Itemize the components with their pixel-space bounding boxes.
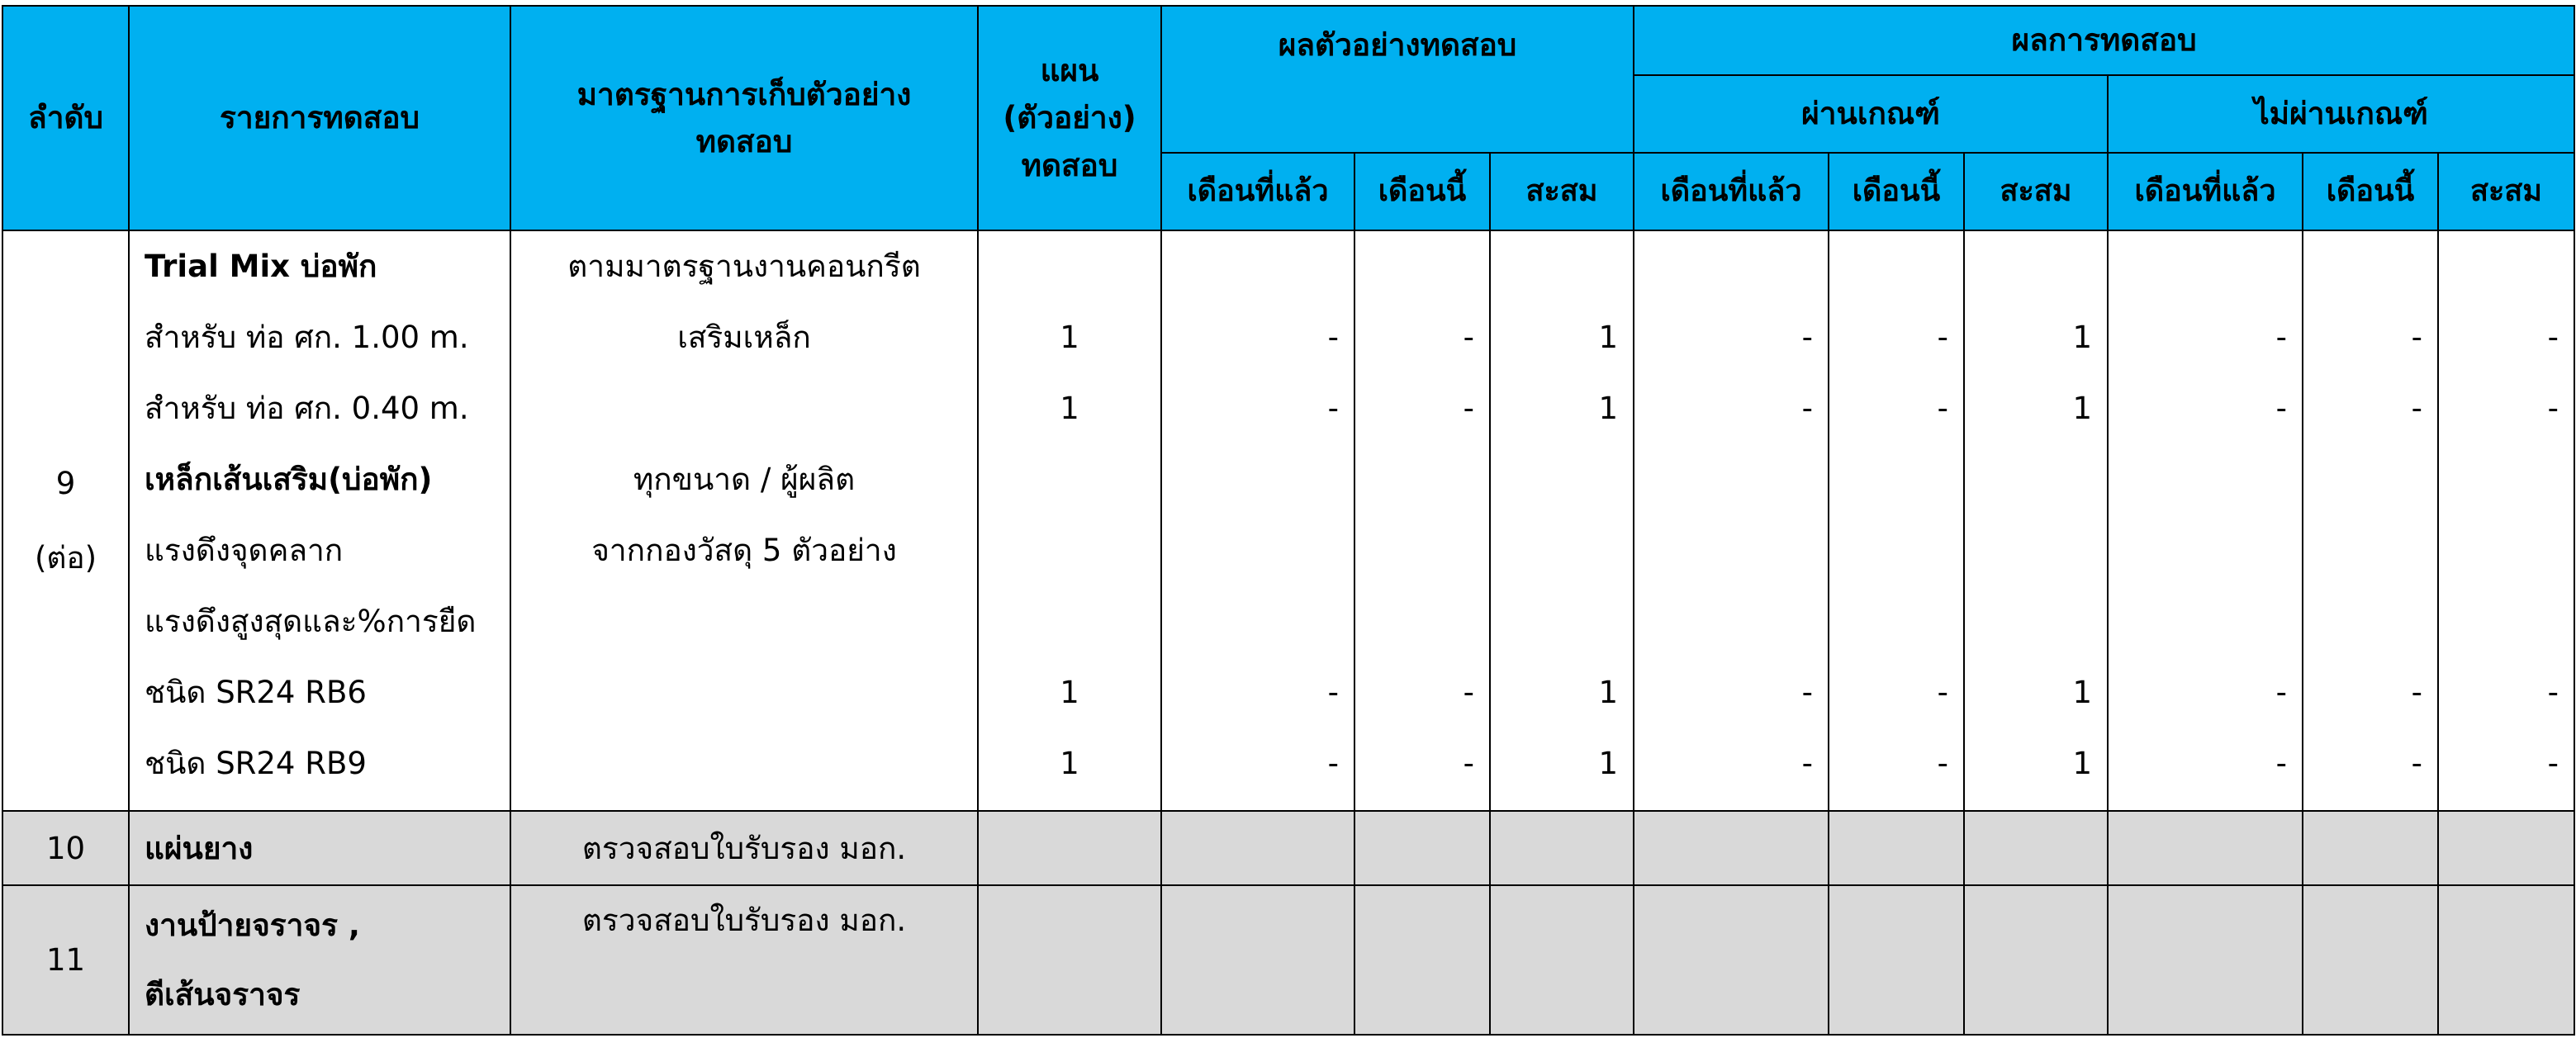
header-fail: ไม่ผ่านเกณฑ์ bbox=[2108, 75, 2574, 153]
row9-pass-this-value bbox=[1829, 586, 1948, 657]
row9-fail-last-value: - bbox=[2275, 391, 2287, 426]
row9-pass-last-value bbox=[1634, 444, 1813, 515]
row11-item-line1: งานป้ายจราจร , bbox=[145, 908, 360, 943]
row9-plan-value bbox=[979, 444, 1160, 515]
row10-sample-last-month bbox=[1161, 811, 1354, 885]
row9-fail-last-value: - bbox=[2275, 746, 2287, 781]
row9-standard-line bbox=[511, 728, 977, 799]
header-standard-line1: มาตรฐานการเก็บตัวอย่าง bbox=[576, 76, 912, 112]
row9-fail-last-value bbox=[2109, 444, 2287, 515]
header-standard bbox=[510, 6, 978, 230]
row10-pass-last-month bbox=[1634, 811, 1829, 885]
row9-standard-line bbox=[511, 373, 977, 444]
header-plan-line3: ทดสอบ bbox=[1021, 147, 1118, 183]
header-fail-this-month: เดือนนี้ bbox=[2303, 153, 2438, 230]
header-plan-line1: แผน bbox=[1040, 52, 1099, 88]
row9-item-line: ชนิด SR24 RB6 bbox=[145, 675, 367, 710]
row10-fail-last-month bbox=[2108, 811, 2303, 885]
row9-plan-value bbox=[979, 231, 1160, 302]
row9-pass-last-month bbox=[1634, 230, 1829, 811]
row9-pass-cum-value: 1 bbox=[2072, 675, 2092, 710]
row9-pass-cum-value bbox=[1965, 586, 2092, 657]
row9-item-line: แรงดึงจุดคลาก bbox=[145, 533, 344, 568]
row9-fail-this-value: - bbox=[2411, 320, 2422, 355]
row9-plan-value: 1 bbox=[1060, 320, 1079, 355]
row9-pass-this-value bbox=[1829, 231, 1948, 302]
row11-sample-last-month bbox=[1161, 885, 1354, 1035]
row9-index bbox=[2, 230, 129, 811]
row9-standards bbox=[510, 230, 978, 811]
header-pass-cumulative: สะสม bbox=[1964, 153, 2108, 230]
row9-pass-last-value: - bbox=[1801, 391, 1813, 426]
row9-item-line: ชนิด SR24 RB9 bbox=[145, 746, 367, 781]
row9-sample-cum-value: 1 bbox=[1598, 746, 1618, 781]
row9-fail-cum-value bbox=[2439, 586, 2559, 657]
row9-sample-cum-value: 1 bbox=[1598, 320, 1618, 355]
row9-fail-cum-value: - bbox=[2547, 746, 2559, 781]
row9-pass-cum-value bbox=[1965, 231, 2092, 302]
row9-fail-last-value: - bbox=[2275, 320, 2287, 355]
row9-item-line: แรงดึงสูงสุดและ%การยืด bbox=[145, 604, 477, 639]
row9-sample-cumulative bbox=[1490, 230, 1634, 811]
row9-item-line: เหล็กเส้นเสริม(บ่อพัก) bbox=[145, 462, 433, 497]
row9-pass-cum-value: 1 bbox=[2072, 320, 2092, 355]
row9-fail-last-value: - bbox=[2275, 675, 2287, 710]
row10-item: แผ่นยาง bbox=[129, 811, 510, 885]
header-sample-result: ผลตัวอย่างทดสอบ bbox=[1161, 6, 1634, 153]
row9-sample-last-value bbox=[1162, 515, 1339, 586]
row9-sample-last-month bbox=[1161, 230, 1354, 811]
row11-sample-cumulative bbox=[1490, 885, 1634, 1035]
row9-fail-last-value bbox=[2109, 515, 2287, 586]
header-sample-cumulative: สะสม bbox=[1490, 153, 1634, 230]
row9-standard-line bbox=[511, 586, 977, 657]
row9-fail-this-value bbox=[2303, 231, 2422, 302]
row9-fail-last-value bbox=[2109, 586, 2287, 657]
row11-fail-this-month bbox=[2303, 885, 2438, 1035]
row9-sample-this-value bbox=[1355, 515, 1474, 586]
table-row-11 bbox=[2, 885, 2574, 1035]
row9-sample-cum-value: 1 bbox=[1598, 675, 1618, 710]
row10-fail-cumulative bbox=[2438, 811, 2574, 885]
row10-plan bbox=[978, 811, 1161, 885]
row11-fail-cumulative bbox=[2438, 885, 2574, 1035]
row9-fail-this-value bbox=[2303, 515, 2422, 586]
row9-sample-cum-value bbox=[1491, 444, 1618, 515]
row9-sample-last-value bbox=[1162, 444, 1339, 515]
header-plan-line2: (ตัวอย่าง) bbox=[1003, 100, 1136, 136]
header-standard-line2: ทดสอบ bbox=[695, 124, 793, 159]
header-seq: ลำดับ bbox=[2, 6, 129, 230]
row9-sample-this-value: - bbox=[1463, 320, 1474, 355]
row9-pass-last-value: - bbox=[1801, 675, 1813, 710]
row9-pass-this-value: - bbox=[1937, 320, 1948, 355]
row9-fail-this-value: - bbox=[2411, 746, 2422, 781]
row9-pass-cumulative bbox=[1964, 230, 2108, 811]
row10-index: 10 bbox=[2, 811, 129, 885]
row9-item-line: Trial Mix บ่อพัก bbox=[145, 249, 377, 284]
row9-index-line1: 9 bbox=[55, 465, 76, 501]
row9-items bbox=[129, 230, 510, 811]
row9-pass-last-value bbox=[1634, 231, 1813, 302]
row9-sample-this-value bbox=[1355, 444, 1474, 515]
test-results-table bbox=[2, 5, 2575, 1036]
row9-fail-cum-value bbox=[2439, 444, 2559, 515]
row11-pass-last-month bbox=[1634, 885, 1829, 1035]
row9-sample-last-value: - bbox=[1327, 391, 1339, 426]
row9-plan-value: 1 bbox=[1060, 746, 1079, 781]
header-plan bbox=[978, 6, 1161, 230]
row9-pass-this-month bbox=[1829, 230, 1964, 811]
row11-pass-this-month bbox=[1829, 885, 1964, 1035]
row9-pass-this-value: - bbox=[1937, 746, 1948, 781]
row9-pass-this-value: - bbox=[1937, 675, 1948, 710]
header-fail-last-month: เดือนที่แล้ว bbox=[2108, 153, 2303, 230]
header-sample-last-month: เดือนที่แล้ว bbox=[1161, 153, 1354, 230]
row9-fail-this-month bbox=[2303, 230, 2438, 811]
row9-standard-line: ทุกขนาด / ผู้ผลิต bbox=[633, 462, 856, 497]
row9-standard-line: จากกองวัสดุ 5 ตัวอย่าง bbox=[591, 533, 897, 568]
row9-pass-this-value bbox=[1829, 444, 1948, 515]
row10-pass-this-month bbox=[1829, 811, 1964, 885]
row9-sample-this-value bbox=[1355, 586, 1474, 657]
row9-pass-last-value: - bbox=[1801, 746, 1813, 781]
header-item: รายการทดสอบ bbox=[129, 6, 510, 230]
row9-standard-line: เสริมเหล็ก bbox=[677, 320, 811, 355]
row9-sample-cum-value bbox=[1491, 586, 1618, 657]
row9-standard-line: ตามมาตรฐานงานคอนกรีต bbox=[567, 249, 921, 284]
row9-standard-line bbox=[511, 657, 977, 728]
row10-standard: ตรวจสอบใบรับรอง มอก. bbox=[510, 811, 978, 885]
header-pass: ผ่านเกณฑ์ bbox=[1634, 75, 2108, 153]
row11-plan bbox=[978, 885, 1161, 1035]
header-sample-this-month: เดือนนี้ bbox=[1354, 153, 1490, 230]
row9-sample-last-value: - bbox=[1327, 320, 1339, 355]
row11-standard-text: ตรวจสอบใบรับรอง มอก. bbox=[581, 903, 907, 938]
row9-sample-this-value bbox=[1355, 231, 1474, 302]
row9-index-line2: (ต่อ) bbox=[34, 539, 97, 576]
row9-pass-cum-value: 1 bbox=[2072, 391, 2092, 426]
table-row-10 bbox=[2, 811, 2574, 885]
row9-sample-this-value: - bbox=[1463, 391, 1474, 426]
row9-fail-cum-value bbox=[2439, 515, 2559, 586]
table-row-9 bbox=[2, 230, 2574, 811]
row9-pass-cum-value: 1 bbox=[2072, 746, 2092, 781]
row9-sample-last-value bbox=[1162, 586, 1339, 657]
header-fail-cumulative: สะสม bbox=[2438, 153, 2574, 230]
row9-fail-this-value: - bbox=[2411, 675, 2422, 710]
row9-pass-last-value: - bbox=[1801, 320, 1813, 355]
row9-fail-cum-value: - bbox=[2547, 675, 2559, 710]
row11-standard bbox=[510, 885, 978, 1035]
row9-plan-value: 1 bbox=[1060, 391, 1079, 426]
row9-fail-last-month bbox=[2108, 230, 2303, 811]
row9-fail-this-value: - bbox=[2411, 391, 2422, 426]
row9-fail-cum-value: - bbox=[2547, 320, 2559, 355]
row9-pass-cum-value bbox=[1965, 444, 2092, 515]
header-test-result: ผลการทดสอบ bbox=[1634, 6, 2574, 75]
row9-pass-last-value bbox=[1634, 586, 1813, 657]
row11-item bbox=[129, 885, 510, 1035]
row9-sample-this-month bbox=[1354, 230, 1490, 811]
row9-sample-last-value bbox=[1162, 231, 1339, 302]
row9-sample-last-value: - bbox=[1327, 675, 1339, 710]
row9-plan-value bbox=[979, 515, 1160, 586]
row9-pass-cum-value bbox=[1965, 515, 2092, 586]
row9-sample-cum-value: 1 bbox=[1598, 391, 1618, 426]
row9-item-line: สำหรับ ท่อ ศก. 0.40 m. bbox=[145, 391, 469, 426]
row9-fail-this-value bbox=[2303, 586, 2422, 657]
row10-fail-this-month bbox=[2303, 811, 2438, 885]
row10-pass-cumulative bbox=[1964, 811, 2108, 885]
row9-pass-this-value: - bbox=[1937, 391, 1948, 426]
row9-sample-cum-value bbox=[1491, 231, 1618, 302]
header-pass-this-month: เดือนนี้ bbox=[1829, 153, 1964, 230]
row9-sample-this-value: - bbox=[1463, 675, 1474, 710]
row9-plan bbox=[978, 230, 1161, 811]
row11-fail-last-month bbox=[2108, 885, 2303, 1035]
row9-sample-last-value: - bbox=[1327, 746, 1339, 781]
row9-pass-last-value bbox=[1634, 515, 1813, 586]
row9-pass-this-value bbox=[1829, 515, 1948, 586]
row9-plan-value: 1 bbox=[1060, 675, 1079, 710]
row9-fail-last-value bbox=[2109, 231, 2287, 302]
row9-fail-this-value bbox=[2303, 444, 2422, 515]
row11-index: 11 bbox=[2, 885, 129, 1035]
row9-fail-cumulative bbox=[2438, 230, 2574, 811]
row11-item-line2: ตีเส้นจราจร bbox=[145, 977, 301, 1012]
row9-item-line: สำหรับ ท่อ ศก. 1.00 m. bbox=[145, 320, 469, 355]
row9-plan-value bbox=[979, 586, 1160, 657]
header-pass-last-month: เดือนที่แล้ว bbox=[1634, 153, 1829, 230]
row11-pass-cumulative bbox=[1964, 885, 2108, 1035]
row11-sample-this-month bbox=[1354, 885, 1490, 1035]
row9-sample-this-value: - bbox=[1463, 746, 1474, 781]
row10-sample-cumulative bbox=[1490, 811, 1634, 885]
row10-sample-this-month bbox=[1354, 811, 1490, 885]
row9-fail-cum-value: - bbox=[2547, 391, 2559, 426]
row9-fail-cum-value bbox=[2439, 231, 2559, 302]
row9-sample-cum-value bbox=[1491, 515, 1618, 586]
